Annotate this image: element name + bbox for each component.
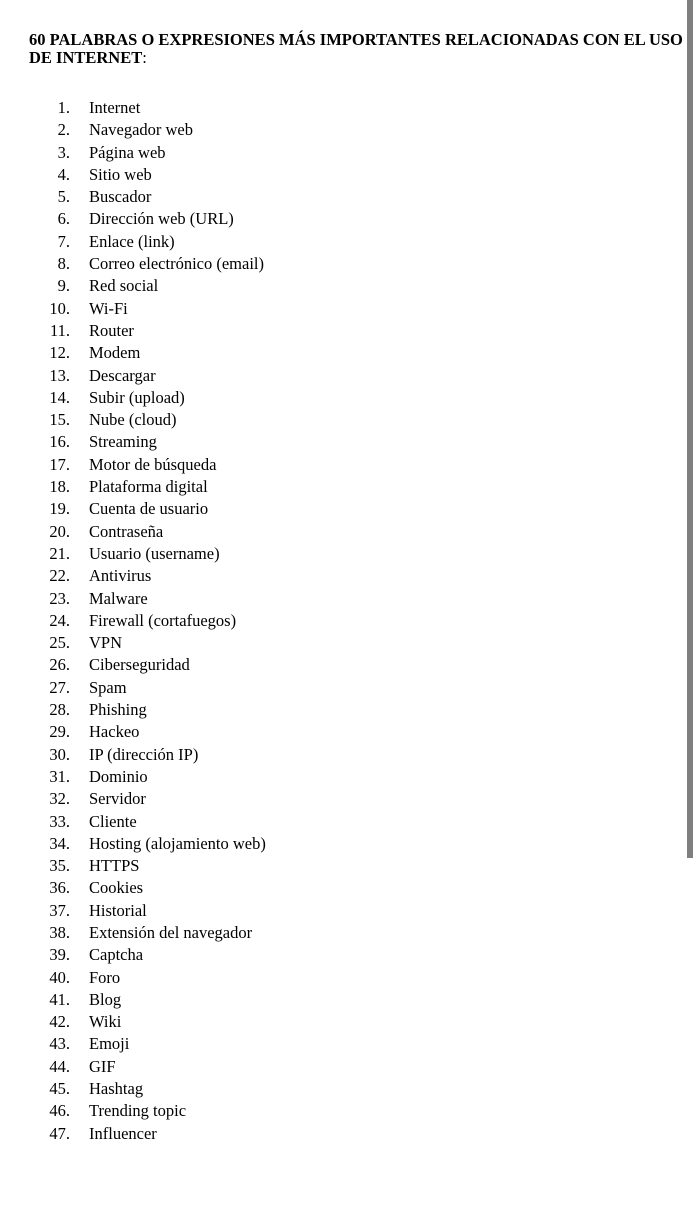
- list-item-number: 6.: [57, 209, 70, 229]
- list-item-number: 24.: [49, 610, 70, 630]
- list-item: [0, 431, 680, 453]
- list-item-number: 44.: [49, 1056, 70, 1076]
- list-item-number: 10.: [49, 298, 70, 318]
- list-item-text: Correo electrónico (email): [89, 254, 264, 274]
- list-item-number: 45.: [49, 1079, 70, 1099]
- page-title-text: 60 PALABRAS O EXPRESIONES MÁS IMPORTANTES RELACIONADAS CON EL USO DE INTERNET: [29, 30, 683, 67]
- list-item: [0, 811, 680, 833]
- list-item-number: 36.: [49, 878, 70, 898]
- list-item-number: 18.: [49, 477, 70, 497]
- list-item: [0, 543, 680, 565]
- list-item-number: 19.: [49, 499, 70, 519]
- list-item-number: 38.: [49, 922, 70, 942]
- list-item-number: 7.: [57, 231, 70, 251]
- list-item: [0, 900, 680, 922]
- list-item-text: Nube (cloud): [89, 410, 177, 430]
- list-item-number: 12.: [49, 343, 70, 363]
- list-item: [0, 298, 680, 320]
- list-item: [0, 119, 680, 141]
- list-item-text: Antivirus: [89, 566, 152, 586]
- list-item-text: Red social: [89, 276, 159, 296]
- list-item: [0, 1078, 680, 1100]
- list-item: [0, 833, 680, 855]
- list-item: [0, 409, 680, 431]
- list-item-number: 23.: [49, 588, 70, 608]
- list-item-number: 21.: [49, 543, 70, 563]
- list-item-number: 28.: [49, 700, 70, 720]
- list-item: [0, 699, 680, 721]
- list-item: [0, 944, 680, 966]
- list-item-number: 20.: [49, 521, 70, 541]
- list-item-number: 16.: [49, 432, 70, 452]
- list-item-number: 42.: [49, 1012, 70, 1032]
- list-item: [0, 610, 680, 632]
- list-item-text: Internet: [89, 98, 141, 117]
- list-item-text: Usuario (username): [89, 543, 220, 563]
- list-item-text: Dominio: [89, 766, 148, 786]
- list-item-text: Influencer: [89, 1123, 157, 1143]
- list-item-text: Spam: [89, 677, 127, 697]
- list-item: [0, 989, 680, 1011]
- list-item: [0, 967, 680, 989]
- list-item-number: 15.: [49, 410, 70, 430]
- list-item: [0, 521, 680, 543]
- list-item: [0, 654, 680, 676]
- list-item: [0, 275, 680, 297]
- list-item: [0, 788, 680, 810]
- list-item: [0, 1033, 680, 1055]
- page-title: [29, 31, 684, 67]
- list-item: [0, 186, 680, 208]
- list-item-number: 8.: [57, 254, 70, 274]
- list-item-number: 31.: [49, 766, 70, 786]
- list-item-text: Cuenta de usuario: [89, 499, 209, 519]
- list-item-text: IP (dirección IP): [89, 744, 199, 764]
- list-item-number: 25.: [49, 633, 70, 653]
- list-item-text: Cliente: [89, 811, 137, 831]
- list-item-number: 22.: [49, 566, 70, 586]
- list-item-number: 3.: [57, 142, 70, 162]
- list-item: [0, 454, 680, 476]
- list-item: [0, 1123, 680, 1145]
- list-item-number: 46.: [49, 1101, 70, 1121]
- list-item-text: Wi-Fi: [89, 298, 128, 318]
- list-item-text: Motor de búsqueda: [89, 454, 217, 474]
- list-item-number: 2.: [57, 120, 70, 140]
- list-item-number: 1.: [57, 98, 70, 117]
- list-item: [0, 565, 680, 587]
- list-item: [0, 365, 680, 387]
- list-item-number: 29.: [49, 722, 70, 742]
- list-item-number: 35.: [49, 856, 70, 876]
- list-item: [0, 476, 680, 498]
- list-item: [0, 721, 680, 743]
- list-item: [0, 320, 680, 342]
- list-item-text: Wiki: [89, 1012, 122, 1032]
- list-item-number: 33.: [49, 811, 70, 831]
- list-item-text: Emoji: [89, 1034, 130, 1054]
- list-item-text: Foro: [89, 967, 121, 987]
- list-item-text: Hashtag: [89, 1079, 144, 1099]
- list-item-number: 27.: [49, 677, 70, 697]
- list-item-text: Subir (upload): [89, 387, 185, 407]
- list-item-text: Hackeo: [89, 722, 140, 742]
- list-item-text: GIF: [89, 1056, 116, 1076]
- list-item-number: 47.: [49, 1123, 70, 1143]
- list-item-text: Servidor: [89, 789, 146, 809]
- scrollbar[interactable]: [687, 0, 693, 858]
- list-item: [0, 387, 680, 409]
- list-item-number: 11.: [49, 320, 70, 340]
- list-item-text: Streaming: [89, 432, 157, 452]
- list-item-text: Phishing: [89, 700, 147, 720]
- list-item-number: 39.: [49, 945, 70, 965]
- list-item-text: Dirección web (URL): [89, 209, 234, 229]
- page-title-colon: :: [142, 48, 147, 67]
- list-item: [0, 1100, 680, 1122]
- list-item: [0, 766, 680, 788]
- list-item-text: Extensión del navegador: [89, 922, 253, 942]
- list-item-number: 4.: [57, 164, 70, 184]
- list-item: [0, 342, 680, 364]
- list-item-number: 14.: [49, 387, 70, 407]
- list-item-text: Malware: [89, 588, 148, 608]
- list-item: [0, 588, 680, 610]
- list-item: [0, 164, 680, 186]
- list-item-text: Enlace (link): [89, 231, 175, 251]
- list-item-number: 37.: [49, 900, 70, 920]
- list-item-text: Captcha: [89, 945, 144, 965]
- list-item: [0, 208, 680, 230]
- list-item-text: Contraseña: [89, 521, 164, 541]
- list-item-text: Hosting (alojamiento web): [89, 833, 266, 853]
- list-item-number: 9.: [57, 276, 70, 296]
- list-item: [0, 253, 680, 275]
- list-item: [0, 744, 680, 766]
- list-item: [0, 231, 680, 253]
- list-item-number: 43.: [49, 1034, 70, 1054]
- list-item: [0, 1011, 680, 1033]
- list-item-number: 26.: [49, 655, 70, 675]
- list-item: [0, 498, 680, 520]
- list-item: [0, 677, 680, 699]
- term-list: [0, 97, 680, 1145]
- list-item-text: HTTPS: [89, 856, 140, 876]
- list-item: [0, 632, 680, 654]
- list-item-text: VPN: [89, 633, 123, 653]
- list-item-text: Historial: [89, 900, 147, 920]
- list-item-number: 32.: [49, 789, 70, 809]
- list-item-text: Buscador: [89, 187, 152, 207]
- list-item: [0, 855, 680, 877]
- list-item: [0, 97, 680, 119]
- list-item-text: Página web: [89, 142, 166, 162]
- list-item-number: 30.: [49, 744, 70, 764]
- list-item-number: 13.: [49, 365, 70, 385]
- list-item-number: 40.: [49, 967, 70, 987]
- list-item-text: Router: [89, 320, 134, 340]
- list-item-text: Plataforma digital: [89, 477, 208, 497]
- list-item: [0, 877, 680, 899]
- list-item-text: Descargar: [89, 365, 156, 385]
- list-item-text: Firewall (cortafuegos): [89, 610, 237, 630]
- list-item: [0, 922, 680, 944]
- list-item-text: Trending topic: [89, 1101, 187, 1121]
- list-item-number: 41.: [49, 989, 70, 1009]
- list-item-text: Cookies: [89, 878, 144, 898]
- list-item-text: Ciberseguridad: [89, 655, 190, 675]
- list-item-text: Navegador web: [89, 120, 193, 140]
- list-item-text: Sitio web: [89, 164, 152, 184]
- list-item-number: 34.: [49, 833, 70, 853]
- list-item: [0, 1056, 680, 1078]
- list-item-text: Blog: [89, 989, 122, 1009]
- list-item: [0, 142, 680, 164]
- list-item-number: 5.: [57, 187, 70, 207]
- list-item-number: 17.: [49, 454, 70, 474]
- list-item-text: Modem: [89, 343, 141, 363]
